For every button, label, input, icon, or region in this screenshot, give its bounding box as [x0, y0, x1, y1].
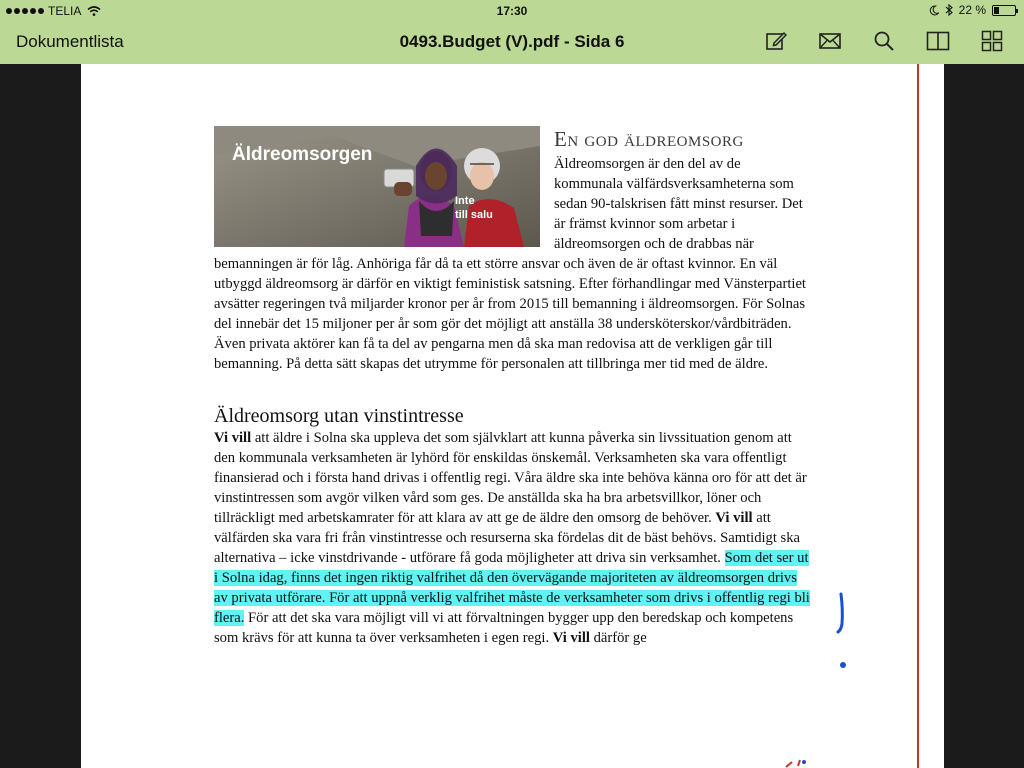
document-title: 0493.Budget (V).pdf - Sida 6 [399, 32, 625, 51]
edit-icon[interactable] [764, 28, 788, 54]
vi-vill-lead-3: Vi vill [552, 630, 590, 646]
highlighted-text[interactable]: Som det ser ut i Solna idag, finns det ingen riktig valfrihet då den övervägande majoriteten av äldreomsorgen drivs av privata utförare. För att uppnå verklig valfrihet måste de verksamheter som drivs i offentlig regi bli flera. [214, 550, 810, 626]
book-icon[interactable] [926, 28, 950, 54]
battery-icon [992, 5, 1016, 16]
battery-percent: 22 % [958, 3, 986, 17]
section-2-text-4: därför ge [589, 630, 647, 646]
section-2-text-1: att äldre i Solna ska uppleva det som självklart att kunna påverka sin livssituation genom att den kommunala verksamheten är lyhörd för enskildas önskemål. Verksamheten ska vara offentligt finansierad och i första hand drivas i offentlig regi. Våra äldre ska inte behöva känna oro för att det är vinstintressen som avgör vilken vård som ges. De anställda ska ha bra arbetsvillkor, löner och tillräckligt med arbetskamrater för att klara av att ge de äldre den omsorg de behöver. [214, 430, 807, 526]
status-right [929, 3, 1016, 17]
photo-caption-sub-1: Inte [455, 195, 475, 207]
document-list-button[interactable]: Dokumentlista [16, 32, 124, 51]
campaign-photo [214, 126, 540, 247]
status-time: 17:30 [496, 4, 528, 18]
section-2-body [214, 428, 812, 648]
section-2-text-2: att välfärden ska vara fri från vinstintresse och resurserna ska fördelas dit de bäst behövs. Samtidigt ska alternativa – icke vinstdrivande - utförare få goda möjligheter att driva sin verksamhet. [214, 510, 801, 566]
pen-annotation-fragment [784, 756, 814, 768]
section-2-title: Äldreomsorg utan vinstintresse [214, 405, 464, 427]
grid-icon[interactable] [980, 28, 1004, 54]
pen-annotation-mark[interactable] [834, 590, 850, 672]
vi-vill-lead-1: Vi vill [214, 430, 252, 446]
bluetooth-icon [945, 4, 953, 16]
vi-vill-lead-2: Vi vill [715, 510, 753, 526]
section-1-title: En god äldreomsorg [554, 127, 744, 151]
campaign-photo-image [214, 126, 540, 247]
mail-icon[interactable] [818, 28, 842, 54]
section-2-text-3: För att det ska vara möjligt vill vi att förvaltningen bygger upp den beredskap och kompetens som krävs för att kunna ta över verksamheten i egen regi. [214, 610, 794, 646]
search-icon[interactable] [872, 28, 896, 54]
page-margin-line [917, 64, 919, 768]
section-1 [214, 126, 812, 374]
toolbar-actions [764, 28, 1004, 54]
photo-caption-sub-2: till salu [455, 209, 493, 221]
nav-bar [0, 22, 1024, 64]
status-bar [0, 0, 1024, 22]
section-1-body: Äldreomsorgen är den del av de kommunala välfärdsverksamheterna som sedan 90-talskrisen fått minst resurser. Det är främst kvinnor som arbetar i äldreomsorgen och de drabbas när bemanningen är för låg. Anhöriga får då ta ett större ansvar och även de är oftast kvinnor. En väl utbyggd äldreomsorg är därför en viktigt feministisk satsning. Efter förhandlingar med Vänsterpartiet avsätter regeringen två miljarder kronor per år from 2015 till bemanning i äldreomsorgen. För Solnas del innebär det 15 miljoner per år som gör det möjligt att anställa 38 undersköterskor/vårdbiträden. Även privata aktörer kan få ta del av pengarna men då ska man redovisa att de verkligen går till bemanning. På detta sätt skapas det utrymme för personalen att tillbringa mer tid med de äldre. [214, 156, 806, 372]
photo-caption-main: Äldreomsorgen [232, 144, 373, 165]
carrier-label: TELIA [48, 4, 82, 18]
top-chrome [0, 0, 1024, 64]
moon-icon [929, 5, 939, 16]
page-content [214, 126, 812, 648]
